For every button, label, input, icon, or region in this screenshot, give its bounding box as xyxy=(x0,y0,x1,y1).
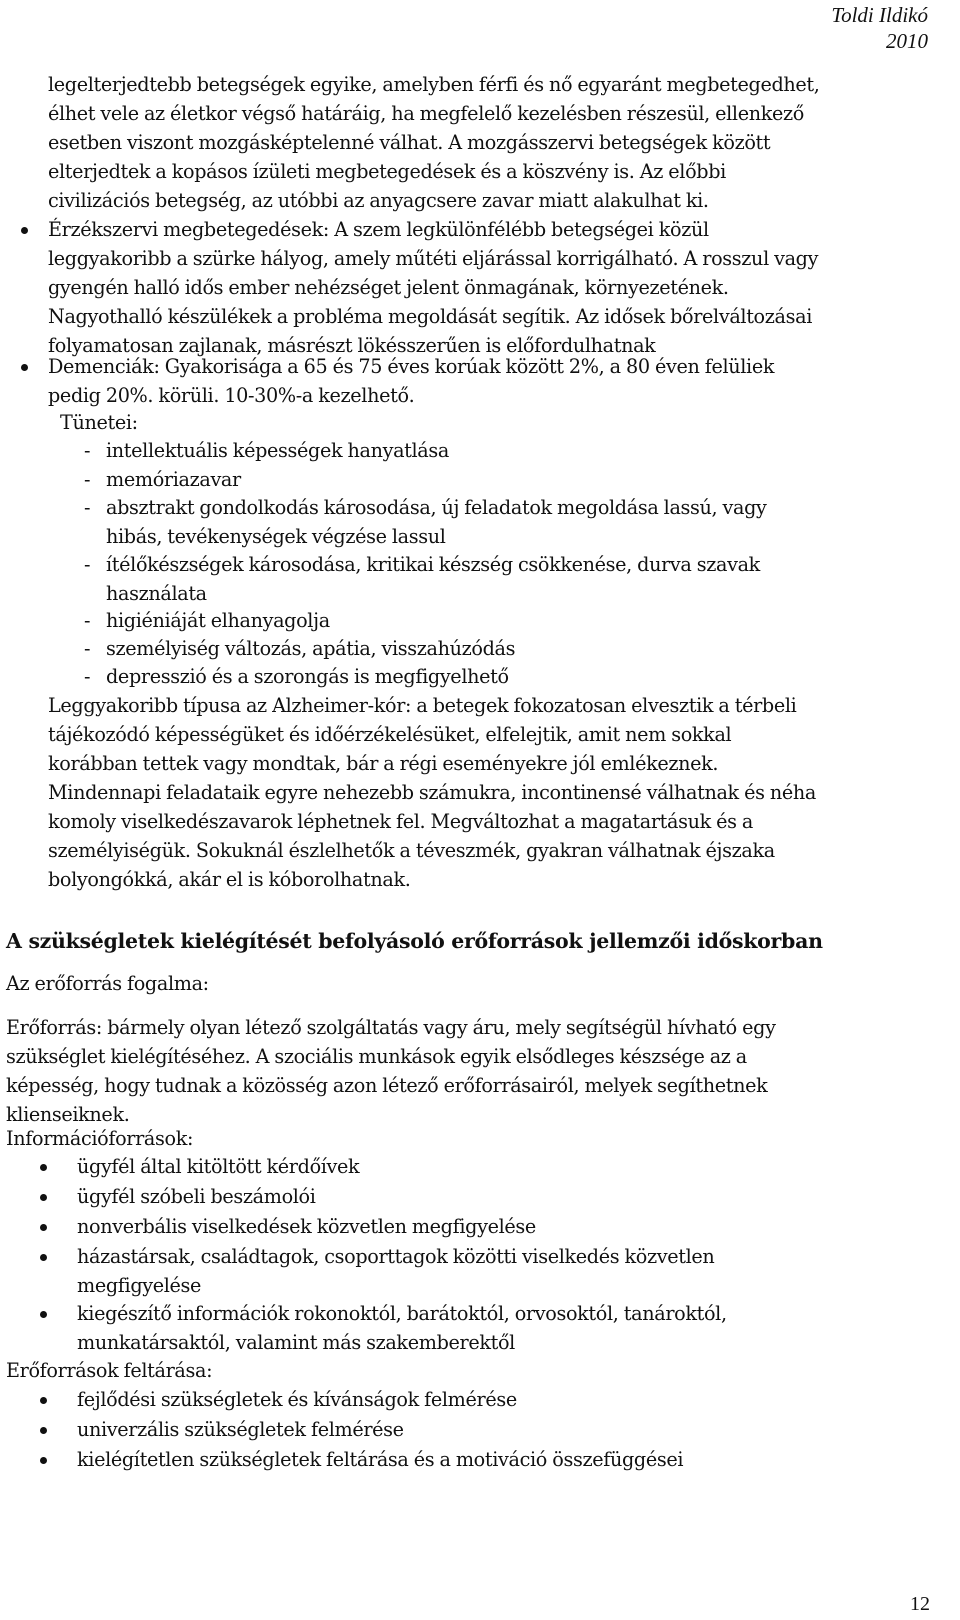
symptom-text: személyiség változás, apátia, visszahúzódás xyxy=(106,637,516,660)
symptom-text: higiéniáját elhanyagolja xyxy=(106,609,330,632)
information-source-text: házastársak, családtagok, csoporttagok közötti viselkedés közvetlen megfigyelése xyxy=(77,1245,715,1297)
bullet-text-dementia: Demenciák: Gyakorisága a 65 és 75 éves korúak között 2%, a 80 éven felüliek pedig 20%. körüli. 10-30%-a kezelhető. xyxy=(48,355,775,407)
dash-marker: - xyxy=(84,553,91,576)
resource-concept-label: Az erőforrás fogalma: xyxy=(6,972,209,995)
information-source-text: ügyfél szóbeli beszámolói xyxy=(77,1185,316,1208)
intro-paragraph: legelterjedtebb betegségek egyike, amelyben férfi és nő egyaránt megbetegedhet, élhet vele az életkor végső határáig, ha megfelelő kezelésben részesül, ellenkező esetben viszont mozgásképtelenné válhat. A mozgásszervi betegségek között elterjedtek a kopásos ízületi megbetegedések és a köszvény is. Az előbbi civilizációs betegség, az utóbbi az anyagcsere zavar miatt alakulhat ki. xyxy=(48,73,820,212)
symptom-text: ítélőkészségek károsodása, kritikai készség csökkenése, durva szavak használata xyxy=(106,553,760,605)
bullet-text-sensory: Érzékszervi megbetegedések: A szem legkülönfélébb betegségei közül leggyakoribb a szürke hályog, amely műtéti eljárással korrigálható. A rosszul vagy gyengén halló idős ember nehézséget jelent önmagának, környezetének. Nagyothalló készülékek a probléma megoldását segítik. Az idősek bőrelváltozásai folyamatosan zajlanak, másrészt lökésszerűen is előfordulhatnak xyxy=(48,218,819,357)
resource-exploration-text: fejlődési szükségletek és kívánságok felmérése xyxy=(77,1388,517,1411)
symptom-text: absztrakt gondolkodás károsodása, új feladatok megoldása lassú, vagy hibás, tevékenységek végzése lassul xyxy=(106,496,767,548)
dash-marker: - xyxy=(84,665,91,688)
bullet-icon xyxy=(40,1224,47,1231)
information-source-text: ügyfél által kitöltött kérdőívek xyxy=(77,1155,360,1178)
symptom-text: intellektuális képességek hanyatlása xyxy=(106,439,449,462)
bullet-icon xyxy=(40,1457,47,1464)
bullet-icon xyxy=(21,364,28,371)
header-author: Toldi Ildikó xyxy=(831,3,928,27)
bullet-icon xyxy=(40,1311,47,1318)
resource-exploration-label: Erőforrások feltárása: xyxy=(6,1359,213,1382)
bullet-icon xyxy=(21,227,28,234)
dash-marker: - xyxy=(84,496,91,519)
header-year: 2010 xyxy=(886,29,928,53)
dash-marker: - xyxy=(84,609,91,632)
resource-exploration-text: univerzális szükségletek felmérése xyxy=(77,1418,404,1441)
information-source-text: kiegészítő információk rokonoktól, barátoktól, orvosoktól, tanároktól, munkatársaktól, valamint más szakemberektől xyxy=(77,1302,727,1354)
symptom-text: memóriazavar xyxy=(106,468,241,491)
bullet-icon xyxy=(40,1427,47,1434)
alzheimer-paragraph: Leggyakoribb típusa az Alzheimer-kór: a betegek fokozatosan elvesztik a térbeli tájékozódó képességüket és időérzékelésüket, elfelejtik, amit nem sokkal korábban tettek vagy mondtak, bár a régi eseményekre jól emlékeznek. Mindennapi feladataik egyre nehezebb számukra, incontinensé válhatnak és néha komoly viselkedészavarok léphetnek fel. Megváltozhat a magatartásuk és a személyiségük. Sokuknál észlelhetők a téveszmék, gyakran válhatnak éjszaka bolyongókká, akár el is kóborolhatnak. xyxy=(48,694,816,891)
bullet-icon xyxy=(40,1164,47,1171)
dash-marker: - xyxy=(84,637,91,660)
symptom-text: depresszió és a szorongás is megfigyelhető xyxy=(106,665,509,688)
resource-definition: Erőforrás: bármely olyan létező szolgáltatás vagy áru, mely segítségül hívható egy szükséglet kielégítéséhez. A szociális munkások egyik elsődleges készsége az a képesség, hogy tudnak a közösség azon létező erőforrásairól, melyek segíthetnek klienseiknek. xyxy=(6,1016,776,1126)
information-source-text: nonverbális viselkedések közvetlen megfigyelése xyxy=(77,1215,536,1238)
information-sources-label: Információforrások: xyxy=(6,1127,194,1150)
dash-marker: - xyxy=(84,468,91,491)
bullet-icon xyxy=(40,1194,47,1201)
bullet-icon xyxy=(40,1254,47,1261)
symptoms-label: Tünetei: xyxy=(60,411,138,434)
section-title: A szükségletek kielégítését befolyásoló erőforrások jellemzői időskorban xyxy=(6,929,823,953)
bullet-icon xyxy=(40,1397,47,1404)
resource-exploration-text: kielégítetlen szükségletek feltárása és a motiváció összefüggései xyxy=(77,1448,684,1471)
dash-marker: - xyxy=(84,439,91,462)
page-number: 12 xyxy=(910,1593,930,1615)
